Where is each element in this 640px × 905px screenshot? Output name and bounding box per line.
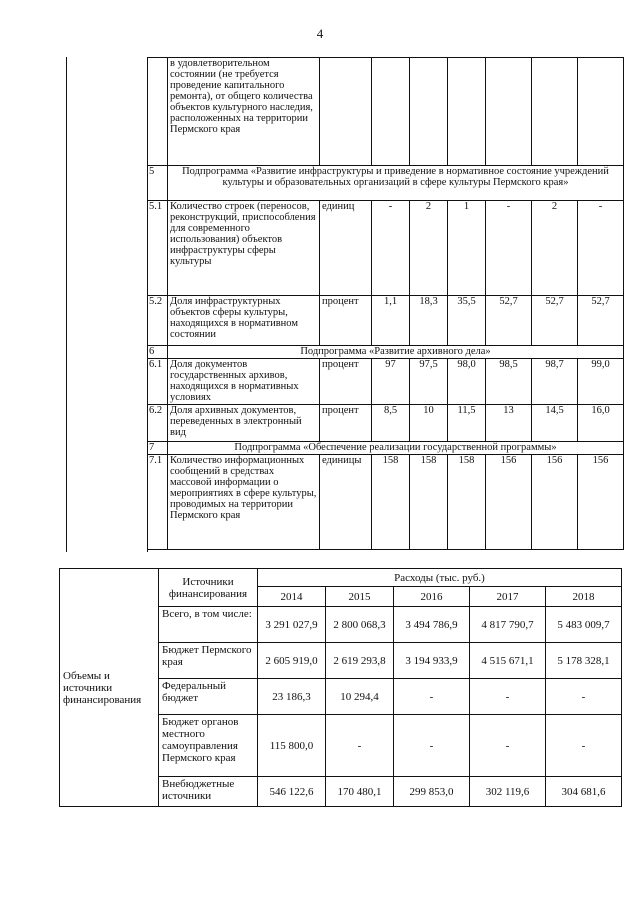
expense-value: 2 619 293,8 xyxy=(326,643,394,679)
expense-value: 3 194 933,9 xyxy=(394,643,470,679)
indicator-value xyxy=(372,58,410,166)
indicator-value: 2 xyxy=(532,201,578,296)
indicator-value: 98,7 xyxy=(532,359,578,405)
expense-value: - xyxy=(546,679,622,715)
indicator-value: - xyxy=(578,201,624,296)
indicator-name: Доля документов государственных архивов, находящихся в нормативных условиях xyxy=(168,359,320,405)
subprogram-num: 7 xyxy=(148,442,168,455)
subprogram-row xyxy=(148,346,624,359)
indicator-value: 156 xyxy=(486,455,532,550)
indicator-unit xyxy=(320,58,372,166)
expense-value: 3 494 786,9 xyxy=(394,607,470,643)
indicator-value: 8,5 xyxy=(372,405,410,442)
subprogram-num: 6 xyxy=(148,346,168,359)
subprogram-row xyxy=(148,166,624,201)
indicator-value: - xyxy=(372,201,410,296)
table-row xyxy=(60,569,622,587)
year-header: 2018 xyxy=(546,587,622,607)
indicator-value: 97 xyxy=(372,359,410,405)
indicator-value: 98,5 xyxy=(486,359,532,405)
table-row xyxy=(148,58,624,166)
source-label: Внебюджетные источники xyxy=(159,777,258,807)
indicator-value: 1 xyxy=(448,201,486,296)
indicator-value: 52,7 xyxy=(578,296,624,346)
indicator-value: 13 xyxy=(486,405,532,442)
source-label: Бюджет Пермского края xyxy=(159,643,258,679)
indicator-value: 1,1 xyxy=(372,296,410,346)
indicator-value xyxy=(578,58,624,166)
expense-value: 5 483 009,7 xyxy=(546,607,622,643)
expense-value: 3 291 027,9 xyxy=(258,607,326,643)
subprogram-row xyxy=(148,442,624,455)
year-header: 2015 xyxy=(326,587,394,607)
indicator-unit: единицы xyxy=(320,455,372,550)
indicator-num: 6.1 xyxy=(148,359,168,405)
indicator-name: Количество информационных сообщений в средствах массовой информации о мероприятиях в сфере культуры, проводимых на территории Пермского края xyxy=(168,455,320,550)
indicator-name: Доля инфраструктурных объектов сферы культуры, находящихся в нормативном состоянии xyxy=(168,296,320,346)
indicator-value: 158 xyxy=(372,455,410,550)
indicator-value: 158 xyxy=(410,455,448,550)
indicator-value: 52,7 xyxy=(532,296,578,346)
expense-value: 2 605 919,0 xyxy=(258,643,326,679)
indicator-value: 158 xyxy=(448,455,486,550)
financing-table xyxy=(59,568,622,807)
expense-value: 4 817 790,7 xyxy=(470,607,546,643)
expense-value: - xyxy=(470,679,546,715)
indicator-value: 11,5 xyxy=(448,405,486,442)
indicator-name: Количество строек (переносов, реконструкций, приспособления для современного использования) объектов инфраструктуры сферы культуры xyxy=(168,201,320,296)
expense-value: 2 800 068,3 xyxy=(326,607,394,643)
indicator-name: Доля архивных документов, переведенных в электронный вид xyxy=(168,405,320,442)
indicator-value: - xyxy=(486,201,532,296)
indicator-num: 5.1 xyxy=(148,201,168,296)
subprogram-title: Подпрограмма «Развитие инфраструктуры и приведение в нормативное состояние учреждений культуры и образовательных организаций в сфере культуры Пермского края» xyxy=(168,166,624,201)
indicator-num: 7.1 xyxy=(148,455,168,550)
expenses-header: Расходы (тыс. руб.) xyxy=(258,569,622,587)
indicator-num: 6.2 xyxy=(148,405,168,442)
indicator-value: 156 xyxy=(578,455,624,550)
expense-value: 5 178 328,1 xyxy=(546,643,622,679)
indicator-value xyxy=(410,58,448,166)
indicator-num xyxy=(148,58,168,166)
expense-value: - xyxy=(394,679,470,715)
expense-value: 115 800,0 xyxy=(258,715,326,777)
expense-value: 304 681,6 xyxy=(546,777,622,807)
indicator-name: в удовлетворительном состоянии (не требуется проведение капитального ремонта), от общего количества объектов культурного наследия, расположенных на территории Пермского края xyxy=(168,58,320,166)
table-row xyxy=(148,455,624,550)
expense-value: 170 480,1 xyxy=(326,777,394,807)
expense-value: 299 853,0 xyxy=(394,777,470,807)
indicator-value: 156 xyxy=(532,455,578,550)
indicator-value: 97,5 xyxy=(410,359,448,405)
financing-section-label: Объемы и источники финансирования xyxy=(60,569,159,807)
expense-value: - xyxy=(326,715,394,777)
frame-line-left xyxy=(66,57,67,552)
table-row xyxy=(148,201,624,296)
year-header: 2016 xyxy=(394,587,470,607)
indicator-value xyxy=(532,58,578,166)
source-label: Бюджет органов местного самоуправления Пермского края xyxy=(159,715,258,777)
expense-value: 302 119,6 xyxy=(470,777,546,807)
indicator-unit: процент xyxy=(320,405,372,442)
year-header: 2014 xyxy=(258,587,326,607)
expense-value: 23 186,3 xyxy=(258,679,326,715)
indicator-value xyxy=(486,58,532,166)
indicator-value xyxy=(448,58,486,166)
expense-value: - xyxy=(470,715,546,777)
indicator-value: 16,0 xyxy=(578,405,624,442)
indicator-value: 35,5 xyxy=(448,296,486,346)
indicator-value: 10 xyxy=(410,405,448,442)
indicator-value: 52,7 xyxy=(486,296,532,346)
source-label: Всего, в том числе: xyxy=(159,607,258,643)
table-row xyxy=(148,405,624,442)
subprogram-title: Подпрограмма «Развитие архивного дела» xyxy=(168,346,624,359)
table-row xyxy=(148,359,624,405)
page-number: 4 xyxy=(316,26,324,41)
indicator-value: 2 xyxy=(410,201,448,296)
indicators-table xyxy=(147,57,624,550)
indicator-unit: процент xyxy=(320,359,372,405)
expense-value: 546 122,6 xyxy=(258,777,326,807)
indicator-value: 18,3 xyxy=(410,296,448,346)
subprogram-num: 5 xyxy=(148,166,168,201)
sources-header: Источники финансирования xyxy=(159,569,258,607)
indicator-value: 14,5 xyxy=(532,405,578,442)
year-header: 2017 xyxy=(470,587,546,607)
indicator-unit: процент xyxy=(320,296,372,346)
expense-value: 10 294,4 xyxy=(326,679,394,715)
source-label: Федеральный бюджет xyxy=(159,679,258,715)
table-row xyxy=(148,296,624,346)
indicator-value: 98,0 xyxy=(448,359,486,405)
subprogram-title: Подпрограмма «Обеспечение реализации государственной программы» xyxy=(168,442,624,455)
expense-value: 4 515 671,1 xyxy=(470,643,546,679)
indicator-num: 5.2 xyxy=(148,296,168,346)
indicator-value: 99,0 xyxy=(578,359,624,405)
expense-value: - xyxy=(394,715,470,777)
expense-value: - xyxy=(546,715,622,777)
indicator-unit: единиц xyxy=(320,201,372,296)
